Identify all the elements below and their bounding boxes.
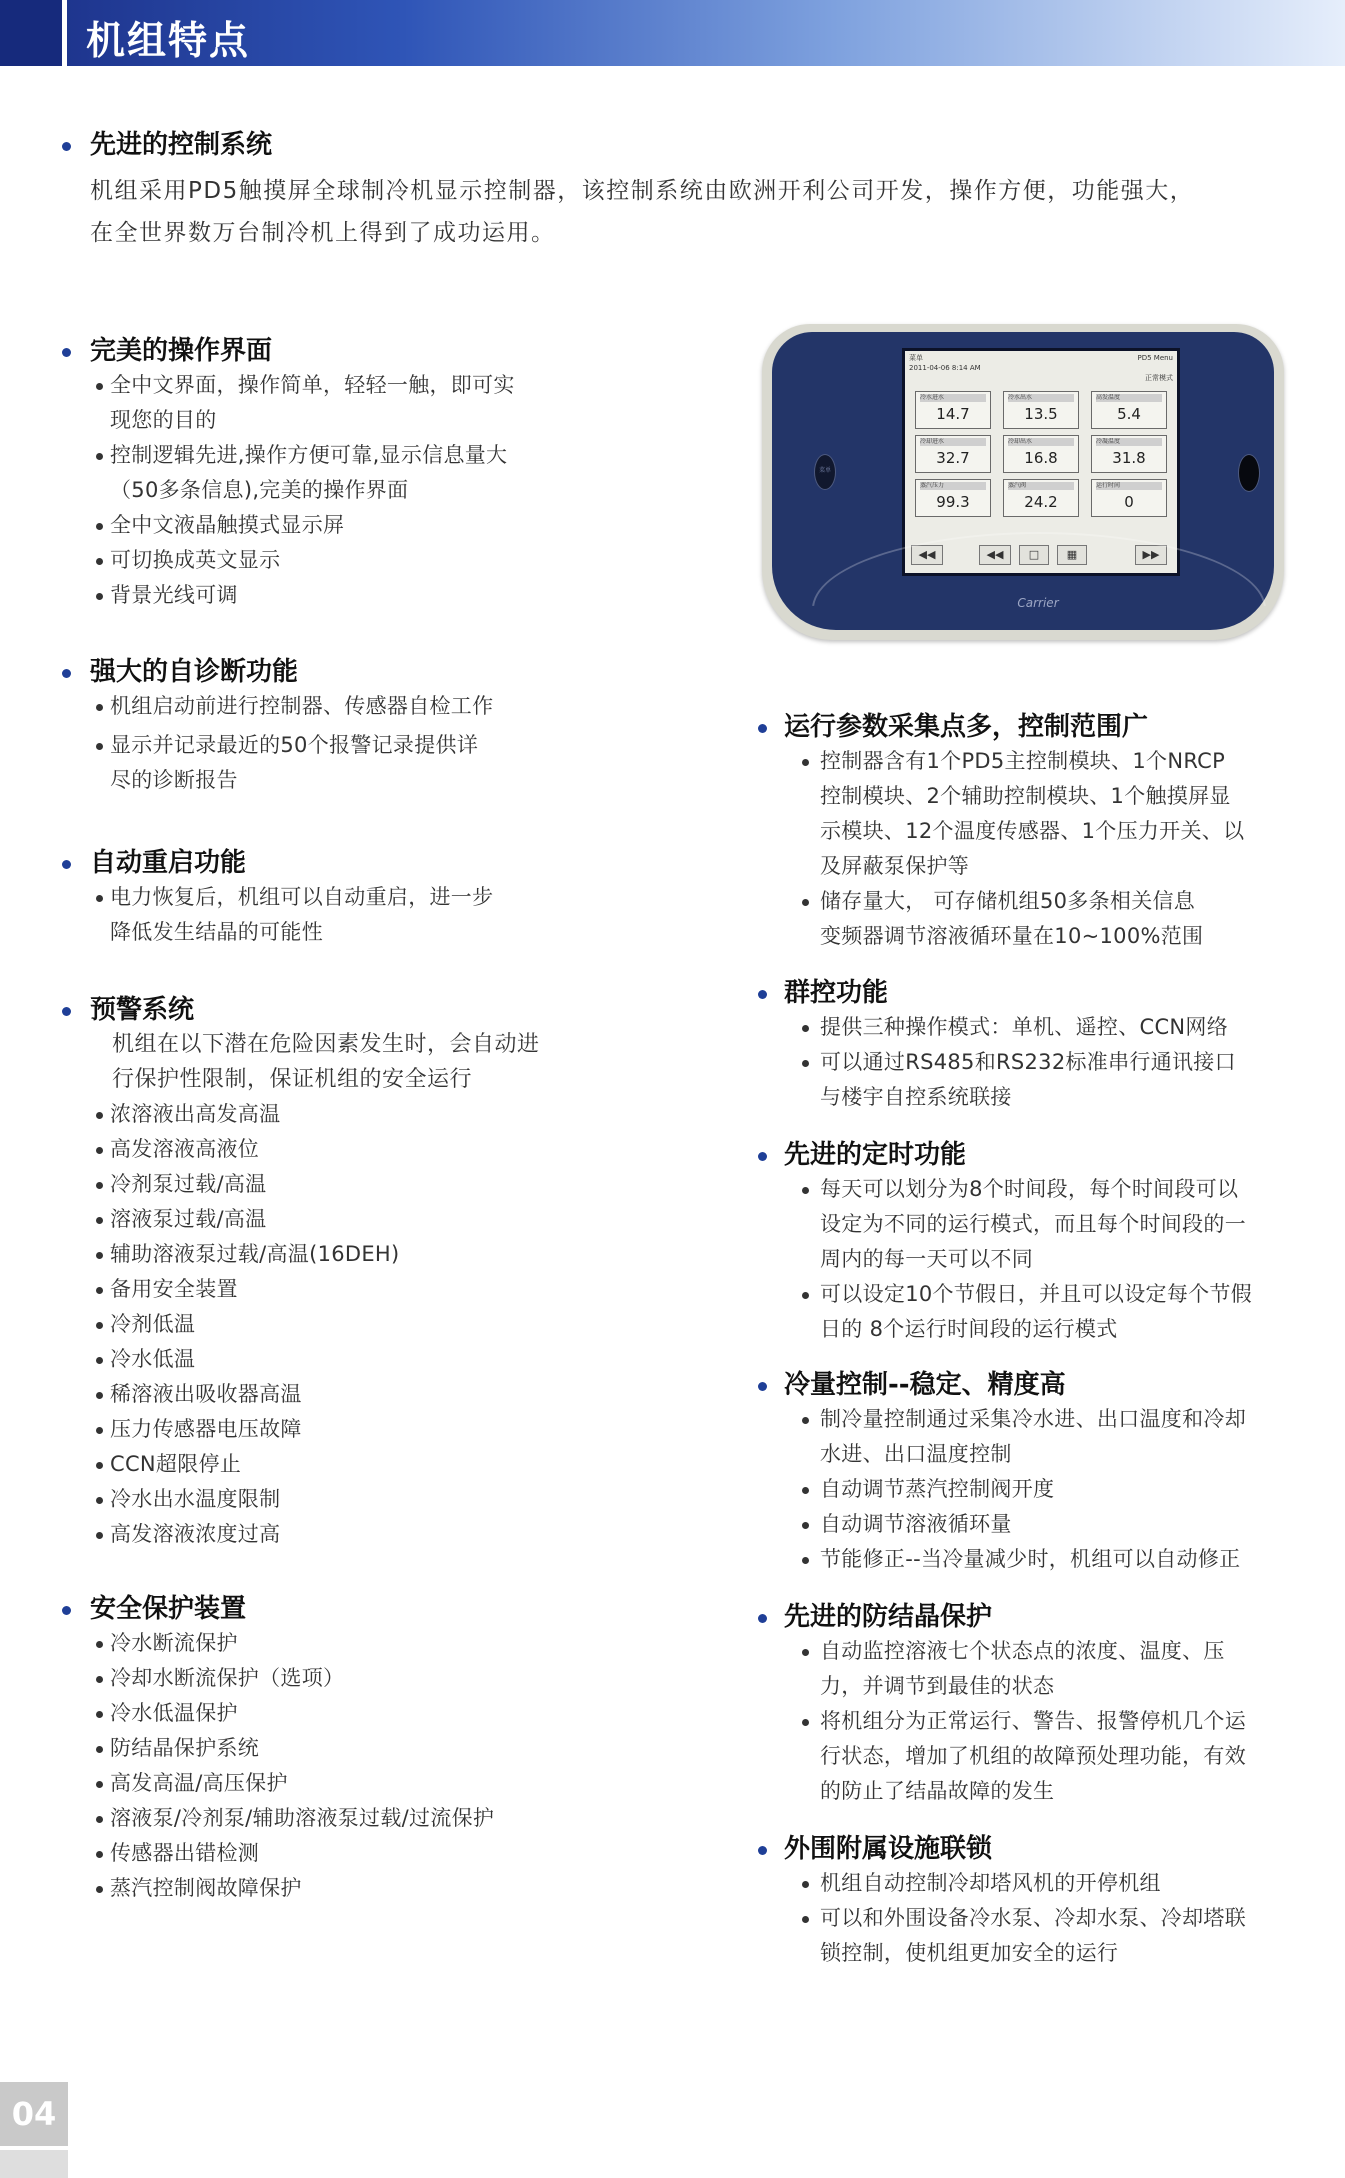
- bullet-list: [62, 1097, 622, 1552]
- list-item: 全中文液晶触摸式显示屏: [62, 508, 622, 543]
- list-item: 冷剂低温: [62, 1307, 622, 1342]
- brand-logo: Carrier: [1017, 596, 1059, 610]
- round-button-icon: [1238, 454, 1260, 492]
- bullet-list: [758, 1172, 1318, 1347]
- section-paragraph: 机组在以下潜在危险因素发生时，会自动进 行保护性限制，保证机组的安全运行: [112, 1032, 540, 1092]
- list-item: 可以通过RS485和RS232标准串行通讯接口 与楼宇自控系统联接: [758, 1045, 1318, 1115]
- section-interface: [62, 334, 622, 613]
- header-banner: [0, 0, 1345, 66]
- bullet-list: [62, 1626, 682, 1906]
- pd5-controller-image: [758, 322, 1288, 648]
- list-item: 高发溶液浓度过高: [62, 1517, 622, 1552]
- list-item: 冷水出水温度限制: [62, 1482, 622, 1517]
- list-item: 将机组分为正常运行、警告、报警停机几个运 行状态，增加了机组的故障预处理功能，有效 的防止了结晶故障的发生: [758, 1704, 1318, 1809]
- bullet-dot-icon: [62, 142, 71, 151]
- forward-icon: ▶▶: [1135, 545, 1167, 565]
- bullet-list: [758, 1010, 1318, 1115]
- list-item: CCN超限停止: [62, 1447, 622, 1482]
- screen-tile: 高发温度 5.4: [1091, 391, 1167, 429]
- list-item: 冷水低温: [62, 1342, 622, 1377]
- section-title: 运行参数采集点多，控制范围广: [758, 710, 1318, 744]
- list-item: 溶液泵/冷剂泵/辅助溶液泵过载/过流保护: [62, 1801, 682, 1836]
- screen-tile: 冷水出水 13.5: [1003, 391, 1079, 429]
- list-item: 可以和外围设备冷水泵、冷却水泵、冷却塔联 锁控制，使机组更加安全的运行: [758, 1901, 1318, 1971]
- screen-tile: 冷却进水 32.7: [915, 435, 991, 473]
- list-item: 稀溶液出吸收器高温: [62, 1377, 622, 1412]
- list-item: 储存量大， 可存储机组50多条相关信息 变频器调节溶液循环量在10~100%范围: [758, 884, 1318, 954]
- list-item: 每天可以划分为8个时间段，每个时间段可以 设定为不同的运行模式，而且每个时间段的一 周内的每一天可以不同: [758, 1172, 1318, 1277]
- page-icon: □: [1019, 545, 1049, 565]
- section-safety: [62, 1592, 682, 1906]
- list-item: 蒸汽控制阀故障保护: [62, 1871, 682, 1906]
- list-item: 自动调节蒸汽控制阀开度: [758, 1472, 1318, 1507]
- bullet-dot-icon: [758, 724, 767, 733]
- section-warning: [62, 993, 622, 1552]
- list-item: 冷水低温保护: [62, 1696, 682, 1731]
- list-item: 压力传感器电压故障: [62, 1412, 622, 1447]
- section-params: [758, 710, 1318, 954]
- header-separator: [62, 0, 67, 66]
- screen-tile: 冷却出水 16.8: [1003, 435, 1079, 473]
- list-item: 显示并记录最近的50个报警记录提供详 尽的诊断报告: [62, 728, 622, 798]
- bullet-dot-icon: [758, 1846, 767, 1855]
- bullet-list: [758, 1634, 1318, 1809]
- section-title: 完美的操作界面: [62, 334, 622, 368]
- bullet-dot-icon: [62, 1007, 71, 1016]
- list-item: 自动监控溶液七个状态点的浓度、温度、压 力，并调节到最佳的状态: [758, 1634, 1318, 1704]
- screen-tile: 蒸汽阀 24.2: [1003, 479, 1079, 517]
- bullet-dot-icon: [758, 1152, 767, 1161]
- list-item: 控制逻辑先进,操作方便可靠,显示信息量大 （50多条信息),完美的操作界面: [62, 438, 622, 508]
- rewind-icon: ◀◀: [979, 545, 1011, 565]
- bullet-list: [758, 1866, 1318, 1971]
- section-restart: [62, 846, 622, 950]
- list-item: 冷水断流保护: [62, 1626, 682, 1661]
- page-title: 机组特点: [86, 19, 251, 64]
- section-interlock: [758, 1832, 1318, 1971]
- list-item: 备用安全装置: [62, 1272, 622, 1307]
- section-title: 外围附属设施联锁: [758, 1832, 1318, 1866]
- bullet-dot-icon: [758, 1382, 767, 1391]
- list-item: 浓溶液出高发高温: [62, 1097, 622, 1132]
- bullet-list: [758, 1402, 1318, 1577]
- bullet-dot-icon: [62, 1606, 71, 1615]
- list-item: 可以设定10个节假日，并且可以设定每个节假 日的 8个运行时间段的运行模式: [758, 1277, 1318, 1347]
- screen-tile: 蒸汽压力 99.3: [915, 479, 991, 517]
- list-item: 制冷量控制通过采集冷水进、出口温度和冷却 水进、出口温度控制: [758, 1402, 1318, 1472]
- list-item: 控制器含有1个PD5主控制模块、1个NRCP 控制模块、2个辅助控制模块、1个触摸屏显 示模块、12个温度传感器、1个压力开关、以 及屏蔽泵保护等: [758, 744, 1318, 884]
- section-title: 群控功能: [758, 976, 1318, 1010]
- list-item: 防结晶保护系统: [62, 1731, 682, 1766]
- list-item: 冷却水断流保护（选项）: [62, 1661, 682, 1696]
- list-item: 高发溶液高液位: [62, 1132, 622, 1167]
- page-number: 04: [0, 2082, 68, 2146]
- section-title: 先进的定时功能: [758, 1138, 1318, 1172]
- bullet-dot-icon: [62, 348, 71, 357]
- bullet-list: [62, 689, 622, 798]
- device-body: [772, 332, 1274, 630]
- section-timer: [758, 1138, 1318, 1347]
- bullet-dot-icon: [758, 990, 767, 999]
- section-title: 先进的防结晶保护: [758, 1600, 1318, 1634]
- screen-tile: 运行时间 0: [1091, 479, 1167, 517]
- list-item: 节能修正--当冷量减少时，机组可以自动修正: [758, 1542, 1318, 1577]
- grid-icon: ▦: [1057, 545, 1087, 565]
- bullet-dot-icon: [62, 669, 71, 678]
- list-item: 电力恢复后，机组可以自动重启，进一步 降低发生结晶的可能性: [62, 880, 622, 950]
- list-item: 全中文界面，操作简单，轻轻一触，即可实 现您的目的: [62, 368, 622, 438]
- section-title: 自动重启功能: [62, 846, 622, 880]
- section-title: 预警系统: [62, 993, 622, 1027]
- section-title: 冷量控制--稳定、精度高: [758, 1368, 1318, 1402]
- section-paragraph: 机组采用PD5触摸屏全球制冷机显示控制器，该控制系统由欧洲开利公司开发，操作方便，功能强大， 在全世界数万台制冷机上得到了成功运用。: [90, 178, 1195, 246]
- section-control: [62, 128, 1302, 254]
- page-number-strip: [0, 2150, 68, 2178]
- list-item: 可切换成英文显示: [62, 543, 622, 578]
- list-item: 机组启动前进行控制器、传感器自检工作: [62, 689, 622, 724]
- back-icon: ◀◀: [911, 545, 943, 565]
- list-item: 辅助溶液泵过载/高温(16DEH): [62, 1237, 622, 1272]
- section-title: 安全保护装置: [62, 1592, 682, 1626]
- section-capacity: [758, 1368, 1318, 1577]
- bullet-list: [62, 368, 622, 613]
- list-item: 背景光线可调: [62, 578, 622, 613]
- list-item: 溶液泵过载/高温: [62, 1202, 622, 1237]
- bullet-dot-icon: [62, 860, 71, 869]
- list-item: 自动调节溶液循环量: [758, 1507, 1318, 1542]
- list-item: 机组自动控制冷却塔风机的开停机组: [758, 1866, 1318, 1901]
- list-item: 传感器出错检测: [62, 1836, 682, 1871]
- screen-tile: 冷凝温度 31.8: [1091, 435, 1167, 473]
- header-mark: [0, 0, 62, 66]
- bullet-dot-icon: [758, 1614, 767, 1623]
- list-item: 冷剂泵过载/高温: [62, 1167, 622, 1202]
- list-item: 提供三种操作模式：单机、遥控、CCN网络: [758, 1010, 1318, 1045]
- section-group-control: [758, 976, 1318, 1115]
- screen-tile: 冷水进水 14.7: [915, 391, 991, 429]
- section-title: 先进的控制系统: [62, 128, 1302, 162]
- screen-header: 菜单 2011-04-06 8:14 AM PD5 Menu 正常模式: [909, 354, 1173, 382]
- section-title: 强大的自诊断功能: [62, 655, 622, 689]
- menu-button-icon: 菜单: [814, 454, 836, 490]
- bullet-list: [62, 880, 622, 950]
- list-item: 高发高温/高压保护: [62, 1766, 682, 1801]
- section-diagnosis: [62, 655, 622, 798]
- section-anticrystal: [758, 1600, 1318, 1809]
- bullet-list: [758, 744, 1318, 954]
